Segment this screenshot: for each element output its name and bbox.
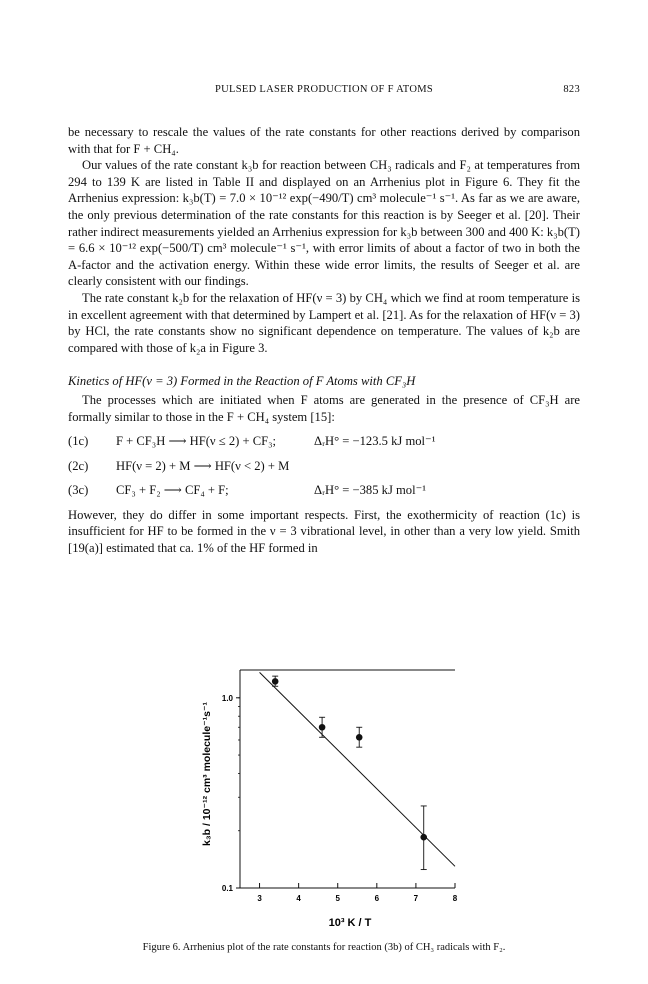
equation-number: (2c) — [68, 458, 89, 473]
equation-reaction: F + CF₃H ⟶ HF(ν ≤ 2) + CF₃; — [116, 434, 277, 449]
equation-2c — [68, 458, 580, 475]
x-tick-label: 3 — [257, 894, 262, 903]
data-point — [420, 834, 427, 841]
paragraph-1: be necessary to rescale the values of the rate constants for other reactions derived by comparison with that for F + CH₄. — [68, 125, 580, 156]
arrhenius-plot — [190, 664, 460, 934]
body-text — [68, 124, 580, 557]
x-tick-label: 8 — [452, 894, 458, 903]
x-axis-ticks — [257, 883, 457, 903]
data-points — [272, 676, 427, 869]
arrhenius-figure — [190, 664, 460, 934]
data-point — [356, 734, 363, 741]
equation-reaction: HF(ν = 2) + M ⟶ HF(ν < 2) + M — [116, 458, 290, 473]
plot-frame — [240, 670, 455, 888]
paragraph-4: The processes which are initiated when F atoms are generated in the presence of CF₃H are formally similar to those in the F + CH₄ system [15]: — [68, 392, 580, 424]
y-tick-label: 0.1 — [221, 884, 233, 893]
x-tick-label: 4 — [296, 894, 301, 903]
equation-number: (3c) — [68, 483, 89, 498]
equation-1c — [68, 433, 580, 450]
y-axis-ticks — [222, 694, 240, 893]
x-axis-label: 10³ K / T — [328, 917, 372, 929]
equation-number: (1c) — [68, 434, 89, 449]
x-tick-label: 7 — [413, 894, 419, 903]
paragraph-2: Our values of the rate constant k₃b for reaction between CH₃ radicals and F₂ at temperatures from 294 to 139 K are listed in Table II and displayed on an Arrhenius plot in Figure 6. They fit the Arrhenius expression: k₃b(T) = 7.0 × 10⁻¹² exp(−490/T) cm³ molecule⁻¹ s⁻¹. As far as we are aware, the only previous determination of the rate constants for this reaction is by Seeger et al. [20]. Their rather indirect measurements yielded an Arrhenius expression for k₃b between 300 and 400 K: k₃b(T) = 6.6 × 10⁻¹² exp(−500/T) cm³ molecule⁻¹ s⁻¹, with error limits of about a factor of two in both the A-factor and the activation energy. Within these wide error limits, the results of Seeger et al. are clearly consistent with our findings. — [68, 158, 580, 289]
data-point — [319, 724, 326, 731]
data-point — [272, 678, 279, 685]
equation-enthalpy: ΔᵣH° = −385 kJ mol⁻¹ — [314, 483, 427, 498]
running-title: PULSED LASER PRODUCTION OF F ATOMS — [214, 84, 433, 95]
x-tick-label: 5 — [335, 894, 340, 903]
paragraph-5: However, they do differ in some important respects. First, the exothermicity of reaction (1c) is insufficient for HF to be formed in the ν = 3 vibrational level, in other than a very low yield. Smith [19(a)] estimated that ca. 1% of the HF formed in — [68, 507, 580, 556]
page-number: 823 — [563, 84, 580, 95]
x-tick-label: 6 — [374, 894, 380, 903]
y-tick-label: 1.0 — [221, 693, 233, 703]
y-axis-label: k₃b / 10⁻¹² cm³ molecule⁻¹s⁻¹ — [201, 701, 213, 847]
equation-enthalpy: ΔᵣH° = −123.5 kJ mol⁻¹ — [314, 434, 436, 449]
equation-3c — [68, 482, 580, 499]
figure-caption: Figure 6. Arrhenius plot of the rate constants for reaction (3b) of CH₃ radicals with F₂. — [142, 942, 506, 953]
equation-reaction: CF₃ + F₂ ⟶ CF₄ + F; — [116, 483, 229, 498]
paragraph-3: The rate constant k₂b for the relaxation of HF(ν = 3) by CH₄ which we find at room temperature is in excellent agreement with that determined by Lampert et al. [21]. As for the relaxation of HF(ν = 3) by HCl, the rate constants show no significant dependence on temperature. The values of k₂b are compared with those of k₂a in Figure 3. — [68, 290, 580, 355]
section-heading: Kinetics of HF(ν = 3) Formed in the Reaction of F Atoms with CF₃H — [68, 374, 416, 389]
